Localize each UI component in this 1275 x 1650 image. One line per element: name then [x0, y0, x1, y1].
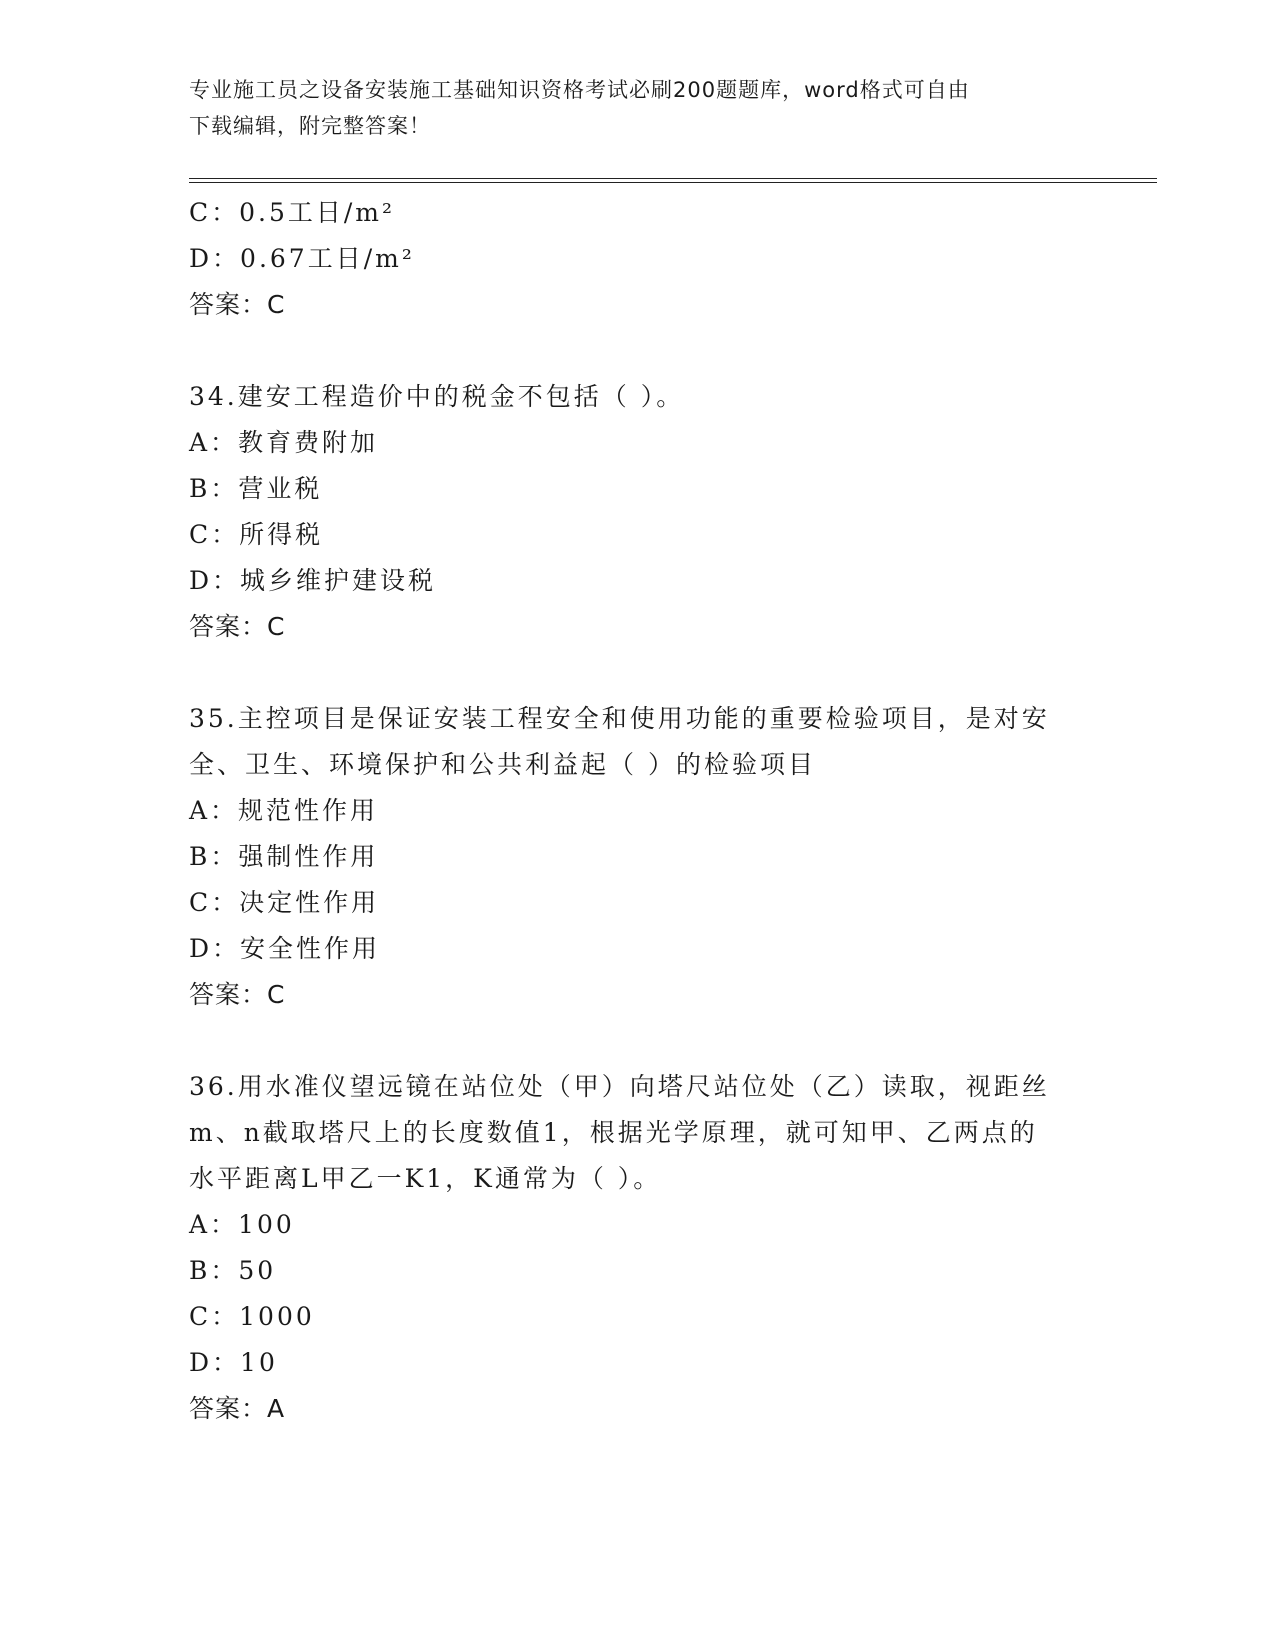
option-c: C：1000 — [189, 1302, 315, 1331]
header-title-line-2: 下载编辑，附完整答案！ — [189, 114, 431, 138]
header-divider-bottom — [189, 182, 1157, 183]
answer-line: 答案：C — [189, 980, 286, 1009]
question-content — [189, 190, 1089, 1432]
question-text-line-1: 36.用水准仪望远镜在站位处（甲）向塔尺站位处（乙）读取，视距丝 — [189, 1072, 1050, 1101]
question-text-line-2: m、n截取塔尺上的长度数值1，根据光学原理，就可知甲、乙两点的 — [189, 1118, 1038, 1147]
spacer — [189, 1018, 1089, 1064]
option-c: C：0.5工日/m² — [189, 198, 396, 227]
option-d: D：0.67工日/m² — [189, 244, 415, 273]
header-title-line-1: 专业施工员之设备安装施工基础知识资格考试必刷200题题库，word格式可自由 — [189, 78, 970, 102]
header-divider-top — [189, 178, 1157, 179]
question-block-34 — [189, 374, 1089, 650]
spacer — [189, 650, 1089, 696]
question-text-line-1: 35.主控项目是保证安装工程安全和使用功能的重要检验项目，是对安 — [189, 704, 1050, 733]
question-text: 34.建安工程造价中的税金不包括（ ）。 — [189, 382, 685, 411]
option-b: B：50 — [189, 1256, 277, 1285]
option-c: C：所得税 — [189, 520, 324, 549]
option-a: A：规范性作用 — [189, 796, 379, 825]
previous-question-tail — [189, 190, 1089, 328]
spacer — [189, 328, 1089, 374]
option-a: A：100 — [189, 1210, 295, 1239]
question-text-line-3: 水平距离L甲乙一K1，K通常为（ ）。 — [189, 1164, 662, 1193]
question-block-36 — [189, 1064, 1089, 1432]
document-header — [189, 72, 1089, 144]
option-a: A：教育费附加 — [189, 428, 379, 457]
question-text-line-2: 全、卫生、环境保护和公共利益起（ ）的检验项目 — [189, 750, 816, 779]
option-d: D：安全性作用 — [189, 934, 381, 963]
answer-line: 答案：A — [189, 1394, 286, 1423]
question-block-35 — [189, 696, 1089, 1018]
option-c: C：决定性作用 — [189, 888, 380, 917]
option-b: B：营业税 — [189, 474, 323, 503]
option-d: D：10 — [189, 1348, 278, 1377]
answer-line: 答案：C — [189, 290, 286, 319]
option-d: D：城乡维护建设税 — [189, 566, 437, 595]
option-b: B：强制性作用 — [189, 842, 379, 871]
answer-line: 答案：C — [189, 612, 286, 641]
